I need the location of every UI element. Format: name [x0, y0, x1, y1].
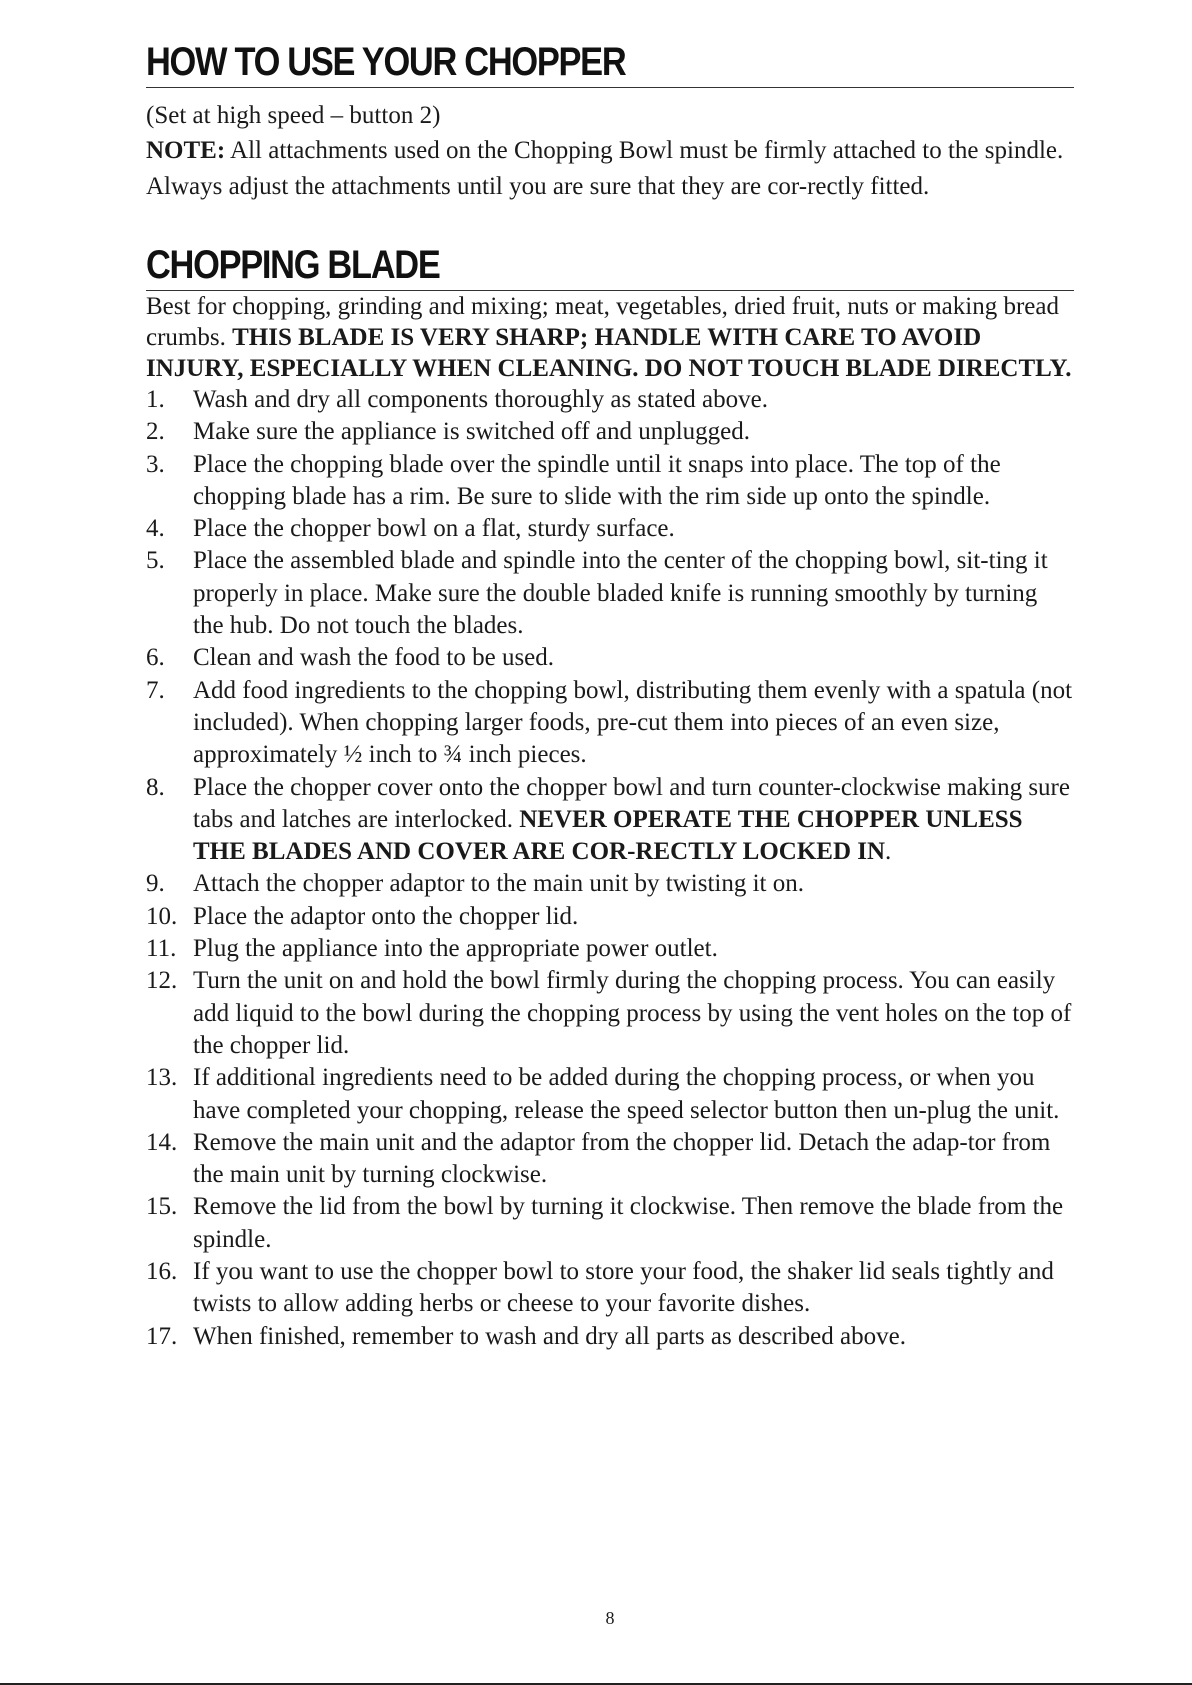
step-number: 13.: [146, 1064, 178, 1092]
step-tail: .: [885, 838, 892, 866]
section-how-to-use: [146, 40, 1074, 205]
step-number: 8.: [146, 773, 165, 801]
speed-note: (Set at high speed – button 2): [146, 102, 441, 129]
step-text: Clean and wash the food to be used.: [193, 644, 555, 672]
section-heading: HOW TO USE YOUR CHOPPER: [146, 40, 626, 84]
list-item: [146, 1256, 1074, 1321]
list-item: [146, 545, 1074, 642]
step-text: Place the adaptor onto the chopper lid.: [193, 902, 579, 930]
step-text: Attach the chopper adaptor to the main unit by twisting it on.: [193, 870, 804, 898]
list-item: [146, 416, 1074, 448]
safety-warning: THIS BLADE IS VERY SHARP; HANDLE WITH CARE TO AVOID INJURY, ESPECIALLY WHEN CLEANING. DO NOT TOUCH BLADE DIRECTLY.: [146, 324, 1072, 382]
step-text: Make sure the appliance is switched off and unplugged.: [193, 418, 751, 446]
step-text: Place the assembled blade and spindle into the center of the chopping bowl, sit-ting it properly in place. Make sure the double bladed knife is running smoothly by turning the hub. Do not touch the blades.: [193, 547, 1048, 640]
step-number: 17.: [146, 1322, 178, 1350]
heading-rule: [146, 87, 1074, 88]
list-item: [146, 513, 1074, 545]
list-item: [146, 772, 1074, 869]
step-number: 1.: [146, 386, 165, 413]
step-number: 12.: [146, 967, 178, 995]
instruction-list: [146, 384, 1074, 1353]
step-number: 3.: [146, 450, 165, 478]
list-item: [146, 675, 1074, 772]
step-text: Plug the appliance into the appropriate power outlet.: [193, 935, 718, 963]
step-number: 2.: [146, 418, 165, 446]
step-number: 9.: [146, 870, 165, 898]
step-text: Remove the main unit and the adaptor from the chopper lid. Detach the adap-tor from the main unit by turning clockwise.: [193, 1128, 1051, 1189]
step-text: Add food ingredients to the chopping bowl, distributing them evenly with a spatula (not included). When chopping larger foods, pre-cut them into pieces of an even size, approximately ½ inch to ¾ inch pieces.: [193, 676, 1073, 769]
step-number: 7.: [146, 676, 165, 704]
description-text: Best for chopping, grinding and mixing; meat, vegetables, dried fruit, nuts or making bread crumbs.: [146, 293, 1059, 351]
step-text: If you want to use the chopper bowl to store your food, the shaker lid seals tightly and twists to allow adding herbs or cheese to your favorite dishes.: [193, 1258, 1054, 1318]
list-item: [146, 1321, 1074, 1353]
step-number: 11.: [146, 935, 177, 963]
note-text: All attachments used on the Chopping Bowl must be firmly attached to the spindle. Always adjust the attachments until you are sure that they are cor-rectly fitted.: [146, 137, 1064, 200]
step-number: 5.: [146, 547, 165, 575]
list-item: [146, 384, 1074, 416]
list-item: [146, 965, 1074, 1062]
blade-description: [146, 291, 1074, 384]
list-item: [146, 642, 1074, 674]
step-text: Place the chopper bowl on a flat, sturdy surface.: [193, 515, 675, 543]
step-number: 15.: [146, 1193, 178, 1221]
step-text: Place the chopping blade over the spindle until it snaps into place. The top of the chopping blade has a rim. Be sure to slide with the rim side up onto the spindle.: [193, 450, 1001, 510]
list-item: [146, 901, 1074, 933]
step-text: Remove the lid from the bowl by turning it clockwise. Then remove the blade from the spindle.: [193, 1193, 1064, 1253]
list-item: [146, 1127, 1074, 1192]
step-number: 10.: [146, 902, 178, 930]
step-warning: NEVER OPERATE THE CHOPPER UNLESS THE BLADES AND COVER ARE COR-RECTLY LOCKED IN: [193, 805, 1023, 866]
step-number: 6.: [146, 644, 165, 672]
list-item: [146, 1191, 1074, 1256]
step-text: Wash and dry all components thoroughly as stated above.: [193, 386, 768, 413]
step-text: If additional ingredients need to be added during the chopping process, or when you have completed your chopping, release the speed selector button then un-plug the unit.: [193, 1064, 1060, 1124]
step-number: 4.: [146, 515, 165, 543]
step-text: When finished, remember to wash and dry all parts as described above.: [193, 1322, 906, 1350]
step-text: Turn the unit on and hold the bowl firmly during the chopping process. You can easily add liquid to the bowl during the chopping process by using the vent holes on the top of the chopper lid.: [193, 967, 1072, 1059]
document-page: [146, 40, 1074, 1353]
section-chopping-blade: [146, 243, 1074, 1353]
note-label: NOTE:: [146, 137, 226, 164]
list-item: [146, 1062, 1074, 1127]
step-number: 16.: [146, 1258, 178, 1286]
note-paragraph: [146, 133, 1074, 205]
list-item: [146, 449, 1074, 514]
page-number: 8: [605, 1608, 615, 1628]
step-text: Place the chopper cover onto the chopper bowl and turn counter-clockwise making sure tabs and latches are interlocked.: [193, 773, 1070, 833]
list-item: [146, 933, 1074, 965]
section-heading: CHOPPING BLADE: [146, 243, 440, 287]
step-number: 14.: [146, 1128, 178, 1156]
list-item: [146, 868, 1074, 900]
